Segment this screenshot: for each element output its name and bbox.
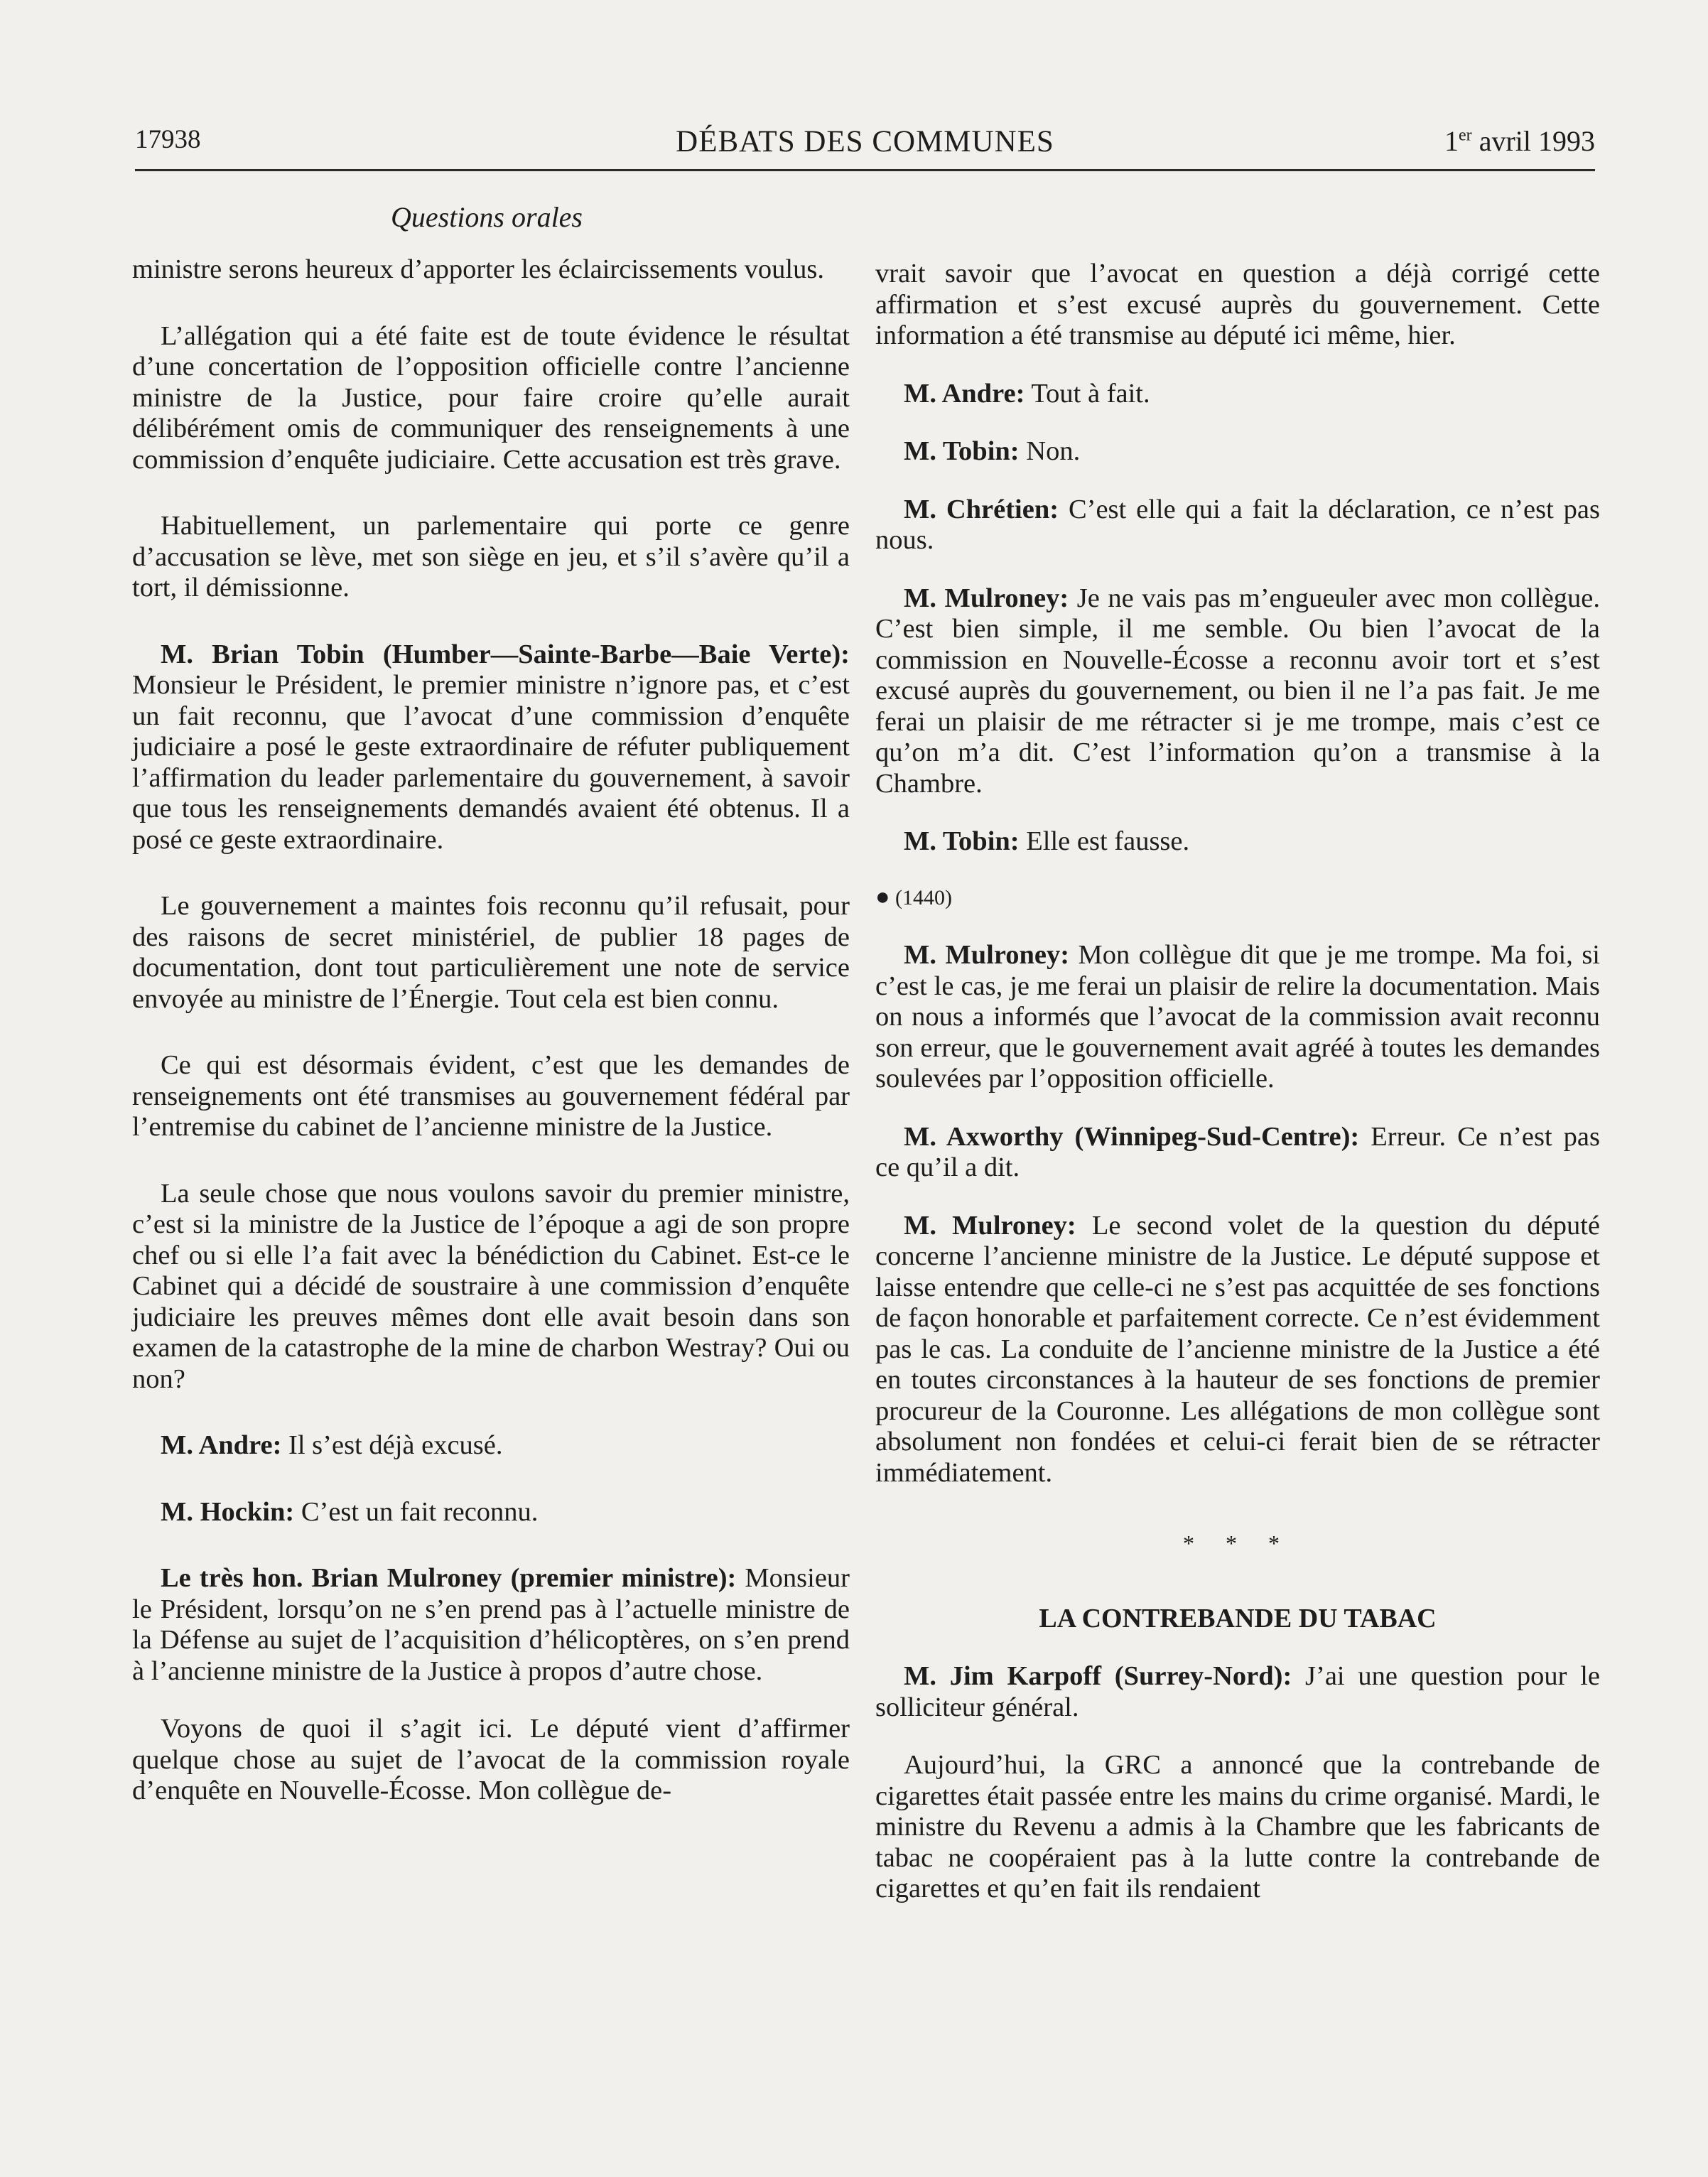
paragraph-text: Non. [1019,436,1081,466]
bullet-icon: ● [875,883,890,910]
paragraph-text: Voyons de quoi il s’agit ici. Le député vient d’affirmer quelque chose au sujet de l’avocat de la commission royale d’enquête en Nouvelle-Écosse. Mon collègue de- [132,1714,850,1805]
paragraph [132,639,850,856]
paragraph-text: Ce qui est désormais évident, c’est que les demandes de renseignements ont été transmises au gouvernement fédéral par l’entremise du cabinet de l’ancienne ministre de la Justice. [132,1050,850,1142]
speaker-name: M. Mulroney: [904,1210,1076,1241]
speaker-name: M. Brian Tobin (Humber—Sainte-Barbe—Baie Verte): [161,639,850,669]
speaker-name: M. Axworthy (Winnipeg-Sud-Centre): [904,1121,1360,1152]
paragraph-text: Le gouvernement a maintes fois reconnu qu’il refusait, pour des raisons de secret ministériel, de publier 18 pages de documentation, dont tout particulièrement une note de service envoyée au ministre de l’Énergie. Tout cela est bien connu. [132,891,850,1014]
time-marker-text: (1440) [895,885,953,909]
paragraph [875,436,1600,468]
paragraph-text: C’est elle qui a fait la déclaration, ce n’est pas nous. [875,494,1600,555]
date-day: 1 [1444,125,1459,157]
paragraph-text: Monsieur le Président, lorsqu’on ne s’en prend pas à l’actuelle ministre de la Défense au sujet de l’acquisition d’hélicoptères, on s’en prend à l’ancienne ministre de la Justice à propos d’autre chose. [132,1563,850,1686]
speaker-name: M. Chrétien: [904,494,1059,524]
paragraph [132,321,850,476]
paragraph [132,1563,850,1687]
section-label: Questions orales [391,201,583,233]
issue-date [1444,124,1595,158]
paragraph-text: Je ne vais pas m’engueuler avec mon collègue. C’est bien simple, il me semble. Ou bien l’avocat de la commission en Nouvelle-Écosse a reconnu avoir tort et s’est excusé auprès du gouvernement, ou bien il ne l’a pas fait. Je me ferai un plaisir de me rétracter si je me trompe, mais c’est ce qu’on m’a dit. C’est l’information qu’on a transmise à la Chambre. [875,583,1600,799]
paragraph [875,583,1600,800]
speaker-name: M. Hockin: [161,1496,295,1527]
page-header [135,124,1595,170]
speaker-name: M. Tobin: [904,826,1020,856]
right-column [875,259,1600,1905]
speaker-name: M. Andre: [161,1430,282,1460]
speaker-name: M. Andre: [904,378,1025,409]
section-heading: LA CONTREBANDE DU TABAC [1039,1603,1437,1633]
speaker-name: Le très hon. Brian Mulroney (premier ministre): [161,1563,737,1593]
paragraph [875,379,1600,410]
date-rest: avril 1993 [1471,125,1595,157]
speaker-name: M. Jim Karpoff (Surrey-Nord): [904,1661,1292,1691]
paragraph-text: C’est un fait reconnu. [294,1496,539,1527]
date-superscript: er [1459,126,1472,145]
paragraph-text: Monsieur le Président, le premier ministre n’ignore pas, et c’est un fait reconnu, que l’avocat d’une commission d’enquête judiciaire a posé le geste extraordinaire de réfuter publiquement l’affirmation du leader parlementaire du gouvernement, à savoir que tous les renseignements demandés avaient été obtenus. Il a posé ce geste extraordinaire. [132,670,850,855]
paragraph-text: Habituellement, un parlementaire qui porte ce genre d’accusation se lève, met son siège en jeu, et s’il s’avère qu’il a tort, il démissionne. [132,511,850,603]
paragraph [132,1179,850,1395]
section-separator: * * * [1183,1530,1292,1556]
paragraph-text: La seule chose que nous voulons savoir du premier ministre, c’est si la ministre de la Justice de l’époque a agi de son propre chef ou si elle l’a fait avec la bénédiction du Cabinet. Est-ce le Cabinet qui a décidé de soustraire à une commission d’enquête judiciaire les preuves mêmes dont elle avait besoin dans son examen de la catastrophe de la mine de charbon Westray? Oui ou non? [132,1178,850,1394]
paragraph [875,1122,1600,1184]
speaker-name: M. Tobin: [904,436,1020,466]
paragraph-text: Il s’est déjà excusé. [281,1430,503,1460]
paragraph-text: Elle est fausse. [1019,826,1190,856]
paragraph [875,1750,1600,1905]
paragraph [875,259,1600,352]
paragraph [132,1714,850,1807]
paragraph-text: vrait savoir que l’avocat en question a déjà corrigé cette affirmation et s’est excusé auprès du gouvernement. Cette information a été transmise au député ici même, hier. [875,259,1600,350]
header-rule [135,169,1595,171]
paragraph [132,511,850,604]
paragraph [132,891,850,1015]
speaker-name: M. Mulroney: [904,940,1070,970]
paragraph-text: Le second volet de la question du député concerne l’ancienne ministre de la Justice. Le député suppose et laisse entendre que celle-ci ne s’est pas acquittée de ses fonctions de façon honorable et parfaitement correcte. Ce n’est évidemment pas le cas. La conduite de l’ancienne ministre de la Justice a été en toutes circonstances à la hauteur de ses fonctions de premier procureur de la Couronne. Les allégations de mon collègue sont absolument non fondées et celui-ci ferait bien de se rétracter immédiatement. [875,1210,1600,1488]
time-marker [875,882,1600,914]
paragraph [875,826,1600,858]
paragraph-text: Mon collègue dit que je me trompe. Ma foi, si c’est le cas, je me ferai un plaisir de relire la documentation. Mais on nous a informés que l’avocat de la commission avait reconnu son erreur, que le gouvernement avait agréé à toutes les demandes soulevées par l’opposition officielle. [875,940,1600,1093]
paragraph-text: L’allégation qui a été faite est de toute évidence le résultat d’une concertation de l’opposition officielle contre l’ancienne ministre de la Justice, pour faire croire qu’elle aurait délibérément omis de communiquer des renseignements à une commission d’enquête judiciaire. Cette accusation est très grave. [132,320,850,475]
paragraph-text: Aujourd’hui, la GRC a annoncé que la contrebande de cigarettes était passée entre les mains du crime organisé. Mardi, le ministre du Revenu a admis à la Chambre que les fabricants de tabac ne coopéraient pas à la lutte contre la contrebande de cigarettes et qu’en fait ils rendaient [875,1750,1600,1903]
paragraph [875,1211,1600,1489]
paragraph-text: ministre serons heureux d’apporter les éclaircissements voulus. [132,254,824,284]
journal-title: DÉBATS DES COMMUNES [676,125,1054,158]
page-number: 17938 [135,125,201,154]
paragraph-text: Erreur. Ce n’est pas ce qu’il a dit. [875,1121,1601,1182]
speaker-name: M. Mulroney: [904,583,1069,613]
paragraph [132,1050,850,1143]
paragraph [875,495,1600,556]
paragraph-text: Tout à fait. [1025,378,1150,409]
paragraph-text: J’ai une question pour le solliciteur général. [875,1661,1600,1722]
left-column [132,254,850,1807]
paragraph [132,1430,850,1462]
paragraph [875,940,1600,1095]
paragraph [132,254,850,286]
paragraph [875,1661,1600,1723]
paragraph [132,1497,850,1528]
